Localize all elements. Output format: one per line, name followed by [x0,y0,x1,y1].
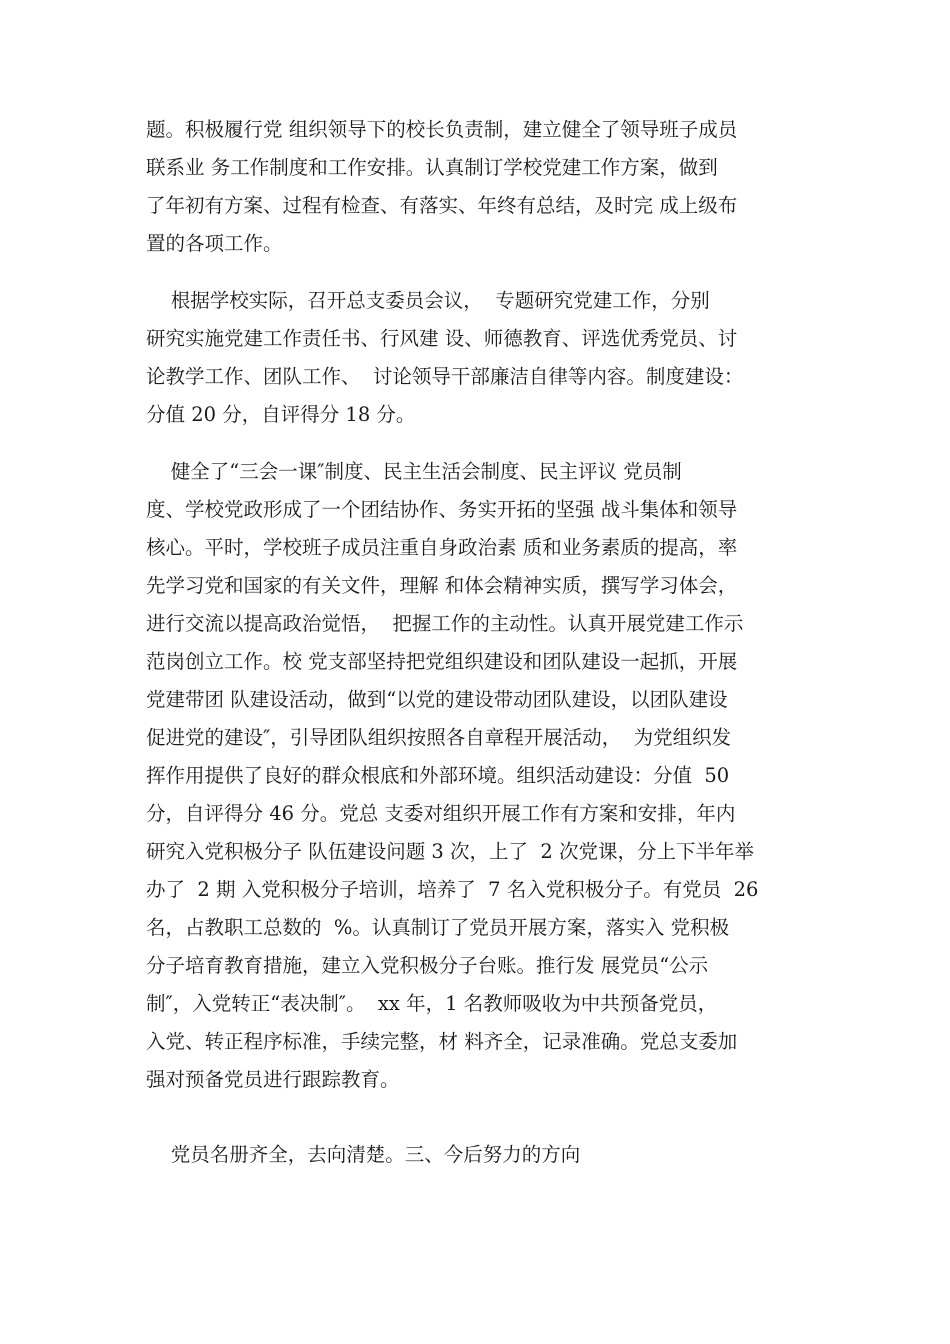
text-line: 范岗创立工作。校 党支部坚持把党组织建设和团队建设一起抓，开展 [146,650,738,673]
paragraph-2 [146,282,806,434]
text-line: 强对预备党员进行跟踪教育。 [146,1068,400,1091]
text-line: 入党、转正程序标准，手续完整，材 料齐全，记录准确。党总支委加 [146,1030,738,1053]
paragraph-3 [146,453,806,1099]
text-line: 健全了“三会一课″制度、民主生活会制度、民主评议 党员制 [146,460,682,483]
text-line: 制″，入党转正“表决制″。 xx 年，1 名教师吸收为中共预备党员， [146,992,718,1015]
text-line: 论教学工作、团队工作、 讨论领导干部廉洁自律等内容。制度建设： [146,365,744,388]
text-line: 分子培育教育措施，建立入党积极分子台账。推行发 展党员“公示 [146,954,709,977]
paragraph-4 [146,1136,806,1174]
text-line: 分，自评得分 46 分。党总 支委对组织开展工作有方案和安排，年内 [146,802,736,825]
text-line: 研究实施党建工作责任书、行风建 设、师德教育、评选优秀党员、讨 [146,327,738,350]
text-line: 先学习党和国家的有关文件，理解 和体会精神实质，撰写学习体会， [146,574,738,597]
text-line: 分值 20 分，自评得分 18 分。 [146,403,416,426]
text-line: 进行交流以提高政治觉悟， 把握工作的主动性。认真开展党建工作示 [146,612,744,635]
paragraph-1 [146,111,806,263]
text-line: 核心。平时，学校班子成员注重自身政治素 质和业务素质的提高，率 [146,536,738,559]
text-line: 度、学校党政形成了一个团结协作、务实开拓的坚强 战斗集体和领导 [146,498,738,521]
text-line: 联系业 务工作制度和工作安排。认真制订学校党建工作方案，做到 [146,156,718,179]
text-line: 党员名册齐全，去向清楚。三、今后努力的方向 [146,1143,581,1166]
text-line: 挥作用提供了良好的群众根底和外部环境。组织活动建设：分值 50 [146,764,730,787]
text-line: 研究入党积极分子 队伍建设问题 3 次，上了 2 次党课，分上下半年举 [146,840,755,863]
text-line: 办了 2 期 入党积极分子培训，培养了 7 名入党积极分子。有党员 26 [146,878,759,901]
text-line: 题。积极履行党 组织领导下的校长负责制，建立健全了领导班子成员 [146,118,738,141]
text-line: 置的各项工作。 [146,232,283,255]
text-line: 促进党的建设″，引导团队组织按照各自章程开展活动， 为党组织发 [146,726,732,749]
text-line: 根据学校实际，召开总支委员会议， 专题研究党建工作，分别 [146,289,710,312]
text-line: 名，占教职工总数的 %。认真制订了党员开展方案，落实入 党积极 [146,916,730,939]
text-line: 了年初有方案、过程有检查、有落实、年终有总结，及时完 成上级布 [146,194,738,217]
text-line: 党建带团 队建设活动，做到“以党的建设带动团队建设，以团队建设 [146,688,728,711]
